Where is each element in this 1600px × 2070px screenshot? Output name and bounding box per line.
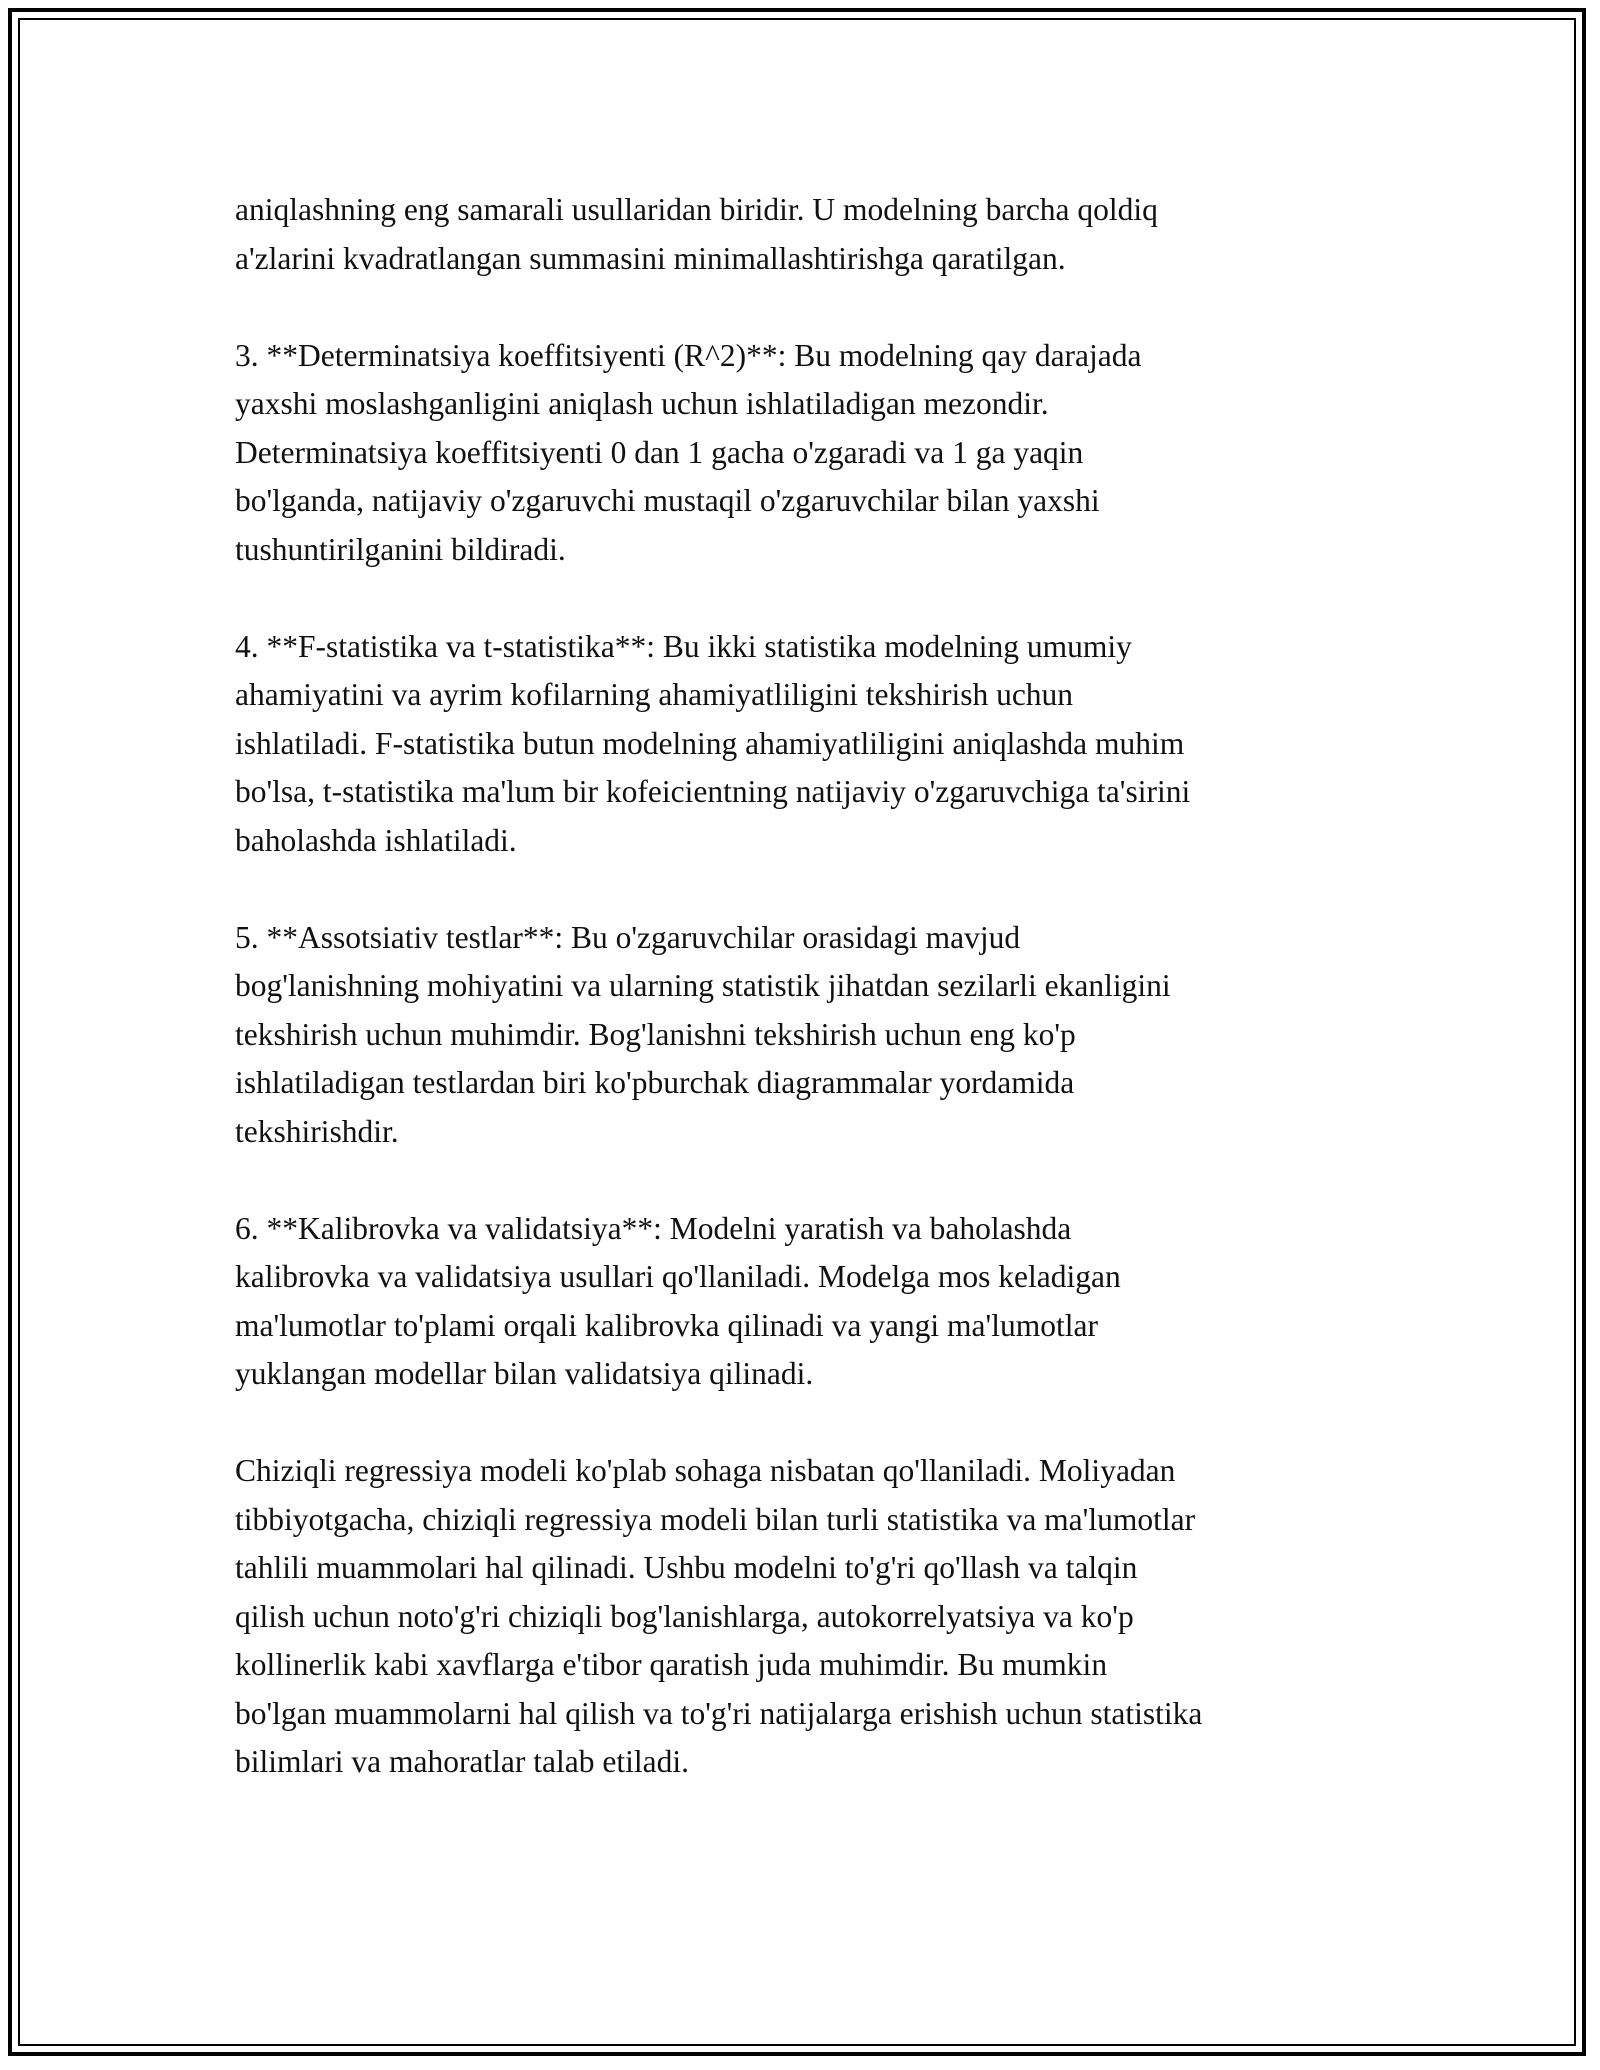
- paragraph-item-5: 5. **Assotsiativ testlar**: Bu o'zgaruvchilar orasidagi mavjud bog'lanishning mohiyatini va ularning statistik jihatdan sezilarli ekanligini tekshirish uchun muhimdir. Bog'lanishni tekshirish uchun eng ko'p ishlatiladigan testlardan biri ko'pburchak diagrammalar yordamida tekshirishdir.: [235, 919, 1171, 1149]
- paragraph-continuation: aniqlashning eng samarali usullaridan biridir. U modelning barcha qoldiq a'zlarini kvadratlangan summasini minimallashtirishga qaratilgan.: [235, 192, 1158, 276]
- paragraph-item-6: 6. **Kalibrovka va validatsiya**: Modelni yaratish va baholashda kalibrovka va validatsiya usullari qo'llaniladi. Modelga mos keladigan ma'lumotlar to'plami orqali kalibrovka qilinadi va yangi ma'lumotlar yuklangan modellar bilan validatsiya qilinadi.: [235, 1210, 1121, 1391]
- document-body: [235, 186, 1395, 1787]
- paragraph-item-3: 3. **Determinatsiya koeffitsiyenti (R^2)**: Bu modelning qay darajada yaxshi moslashganligini aniqlash uchun ishlatiladigan mezondir. Determinatsiya koeffitsiyenti 0 dan 1 gacha o'zgaradi va 1 ga yaqin bo'lganda, natijaviy o'zgaruvchi mustaqil o'zgaruvchilar bilan yaxshi tushuntirilganini bildiradi.: [235, 337, 1142, 567]
- paragraph-item-4: 4. **F-statistika va t-statistika**: Bu ikki statistika modelning umumiy ahamiyatini va ayrim kofilarning ahamiyatliligini tekshirish uchun ishlatiladi. F-statistika butun modelning ahamiyatliligini aniqlashda muhim bo'lsa, t-statistika ma'lum bir kofeicientning natijaviy o'zgaruvchiga ta'sirini baholashda ishlatiladi.: [235, 628, 1191, 858]
- paragraph-conclusion: Chiziqli regressiya modeli ko'plab sohaga nisbatan qo'llaniladi. Moliyadan tibbiyotgacha, chiziqli regressiya modeli bilan turli statistika va ma'lumotlar tahlili muammolari hal qilinadi. Ushbu modelni to'g'ri qo'llash va talqin qilish uchun noto'g'ri chiziqli bog'lanishlarga, autokorrelyatsiya va ko'p kollinerlik kabi xavflarga e'tibor qaratish juda muhimdir. Bu mumkin bo'lgan muammolarni hal qilish va to'g'ri natijalarga erishish uchun statistika bilimlari va mahoratlar talab etiladi.: [235, 1453, 1203, 1779]
